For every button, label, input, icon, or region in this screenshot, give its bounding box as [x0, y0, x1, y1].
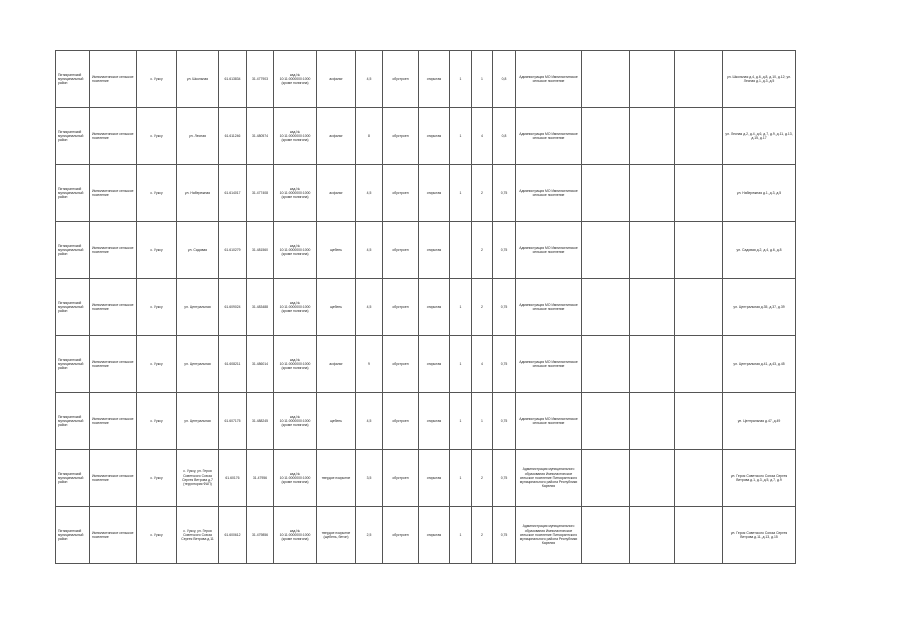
street-cell: ул. Центральная	[177, 279, 219, 336]
waste-sites-table	[55, 50, 796, 564]
locality-cell: с. Ууксу	[137, 393, 177, 450]
district-cell: Питкярантский муниципальный район	[56, 336, 90, 393]
empty-cell	[675, 507, 723, 564]
volume-cell: 0,75	[493, 336, 516, 393]
served-addresses-cell: ул. Набережная д.1, д.3, д.5	[723, 165, 796, 222]
surface-cell: асфальт	[317, 165, 356, 222]
containers-b-cell: 2	[472, 450, 493, 507]
table-row	[56, 279, 796, 336]
containers-b-cell: 2	[472, 279, 493, 336]
longitude-cell: 31.481560	[247, 222, 274, 279]
street-cell: ул. Школьная	[177, 51, 219, 108]
surface-cell: щебень	[317, 279, 356, 336]
latitude-cell: 61.60176	[219, 450, 247, 507]
latitude-cell: 61.610279	[219, 222, 247, 279]
empty-cell	[582, 165, 630, 222]
containers-b-cell: 2	[472, 165, 493, 222]
empty-cell	[630, 165, 675, 222]
surface-cell: асфальт	[317, 51, 356, 108]
empty-cell	[582, 279, 630, 336]
longitude-cell: 31.488245	[247, 393, 274, 450]
area-cell: 9	[356, 336, 383, 393]
empty-cell	[630, 222, 675, 279]
fencing-cell: обустроен	[383, 51, 419, 108]
surface-cell: твердое покрытие (щебень, бетон)	[317, 507, 356, 564]
containers-a-cell: 1	[450, 393, 472, 450]
volume-cell: 0,8	[493, 51, 516, 108]
cadastral-cell: кад.№ 10:11:0000000:1000 (кроме полигона)	[274, 165, 317, 222]
owner-cell: Администрация МО Импилахтинское сельское поселение	[516, 108, 582, 165]
table-row	[56, 165, 796, 222]
containers-a-cell: 1	[450, 450, 472, 507]
empty-cell	[630, 336, 675, 393]
owner-cell: Администрация МО Импилахтинское сельское поселение	[516, 279, 582, 336]
street-cell: ул. Центральная	[177, 393, 219, 450]
containers-a-cell: 1	[450, 108, 472, 165]
empty-cell	[630, 51, 675, 108]
empty-cell	[675, 108, 723, 165]
surface-cell: асфальт	[317, 108, 356, 165]
owner-cell: Администрация МО Импилахтинское сельское поселение	[516, 336, 582, 393]
surface-cell: асфальт	[317, 336, 356, 393]
containers-b-cell: 1	[472, 393, 493, 450]
empty-cell	[675, 222, 723, 279]
empty-cell	[582, 507, 630, 564]
type-cell: открытая	[419, 450, 450, 507]
fencing-cell: обустроен	[383, 165, 419, 222]
containers-b-cell: 4	[472, 336, 493, 393]
containers-b-cell: 2	[472, 507, 493, 564]
settlement-cell: Импилахтинское сельское поселение	[90, 165, 137, 222]
area-cell: 4,5	[356, 51, 383, 108]
empty-cell	[582, 336, 630, 393]
district-cell: Питкярантский муниципальный район	[56, 222, 90, 279]
latitude-cell: 61.600612	[219, 507, 247, 564]
area-cell: 4,5	[356, 279, 383, 336]
fencing-cell: обустроен	[383, 336, 419, 393]
empty-cell	[582, 108, 630, 165]
district-cell: Питкярантский муниципальный район	[56, 279, 90, 336]
street-cell: с. Ууксу, ул. Героя Советского Союза Сергея Ветрова д.7 (территория ФАП)	[177, 450, 219, 507]
containers-b-cell: 1	[472, 51, 493, 108]
settlement-cell: Импилахтинское сельское поселение	[90, 51, 137, 108]
volume-cell: 0,75	[493, 279, 516, 336]
area-cell: 4,5	[356, 222, 383, 279]
latitude-cell: 61.608211	[219, 336, 247, 393]
served-addresses-cell: ул. Лесная д.2, д.4, д.6, д.7, д.9, д.11, д.13, д.15, д.17	[723, 108, 796, 165]
area-cell: 3,5	[356, 450, 383, 507]
served-addresses-cell: ул. Садовая д.2, д.4, д.6, д.8	[723, 222, 796, 279]
locality-cell: с. Ууксу	[137, 336, 177, 393]
owner-cell: Администрация МО Импилахтинское сельское поселение	[516, 222, 582, 279]
cadastral-cell: кад.№ 10:11:0000000:1000 (кроме полигона)	[274, 450, 317, 507]
latitude-cell: 61.607175	[219, 393, 247, 450]
owner-cell: Администрация МО Импилахтинское сельское поселение	[516, 165, 582, 222]
empty-cell	[582, 393, 630, 450]
district-cell: Питкярантский муниципальный район	[56, 165, 90, 222]
empty-cell	[630, 108, 675, 165]
street-cell: ул. Набережная	[177, 165, 219, 222]
longitude-cell: 31.47956	[247, 450, 274, 507]
district-cell: Питкярантский муниципальный район	[56, 51, 90, 108]
settlement-cell: Импилахтинское сельское поселение	[90, 507, 137, 564]
area-cell: 4,5	[356, 165, 383, 222]
empty-cell	[675, 279, 723, 336]
registry-sheet	[55, 50, 793, 566]
area-cell: 4,5	[356, 393, 383, 450]
settlement-cell: Импилахтинское сельское поселение	[90, 108, 137, 165]
empty-cell	[675, 165, 723, 222]
district-cell: Питкярантский муниципальный район	[56, 393, 90, 450]
type-cell: открытая	[419, 165, 450, 222]
table-row	[56, 507, 796, 564]
locality-cell: с. Ууксу	[137, 108, 177, 165]
street-cell: ул. Лесная	[177, 108, 219, 165]
type-cell: открытая	[419, 279, 450, 336]
latitude-cell: 61.613834	[219, 51, 247, 108]
volume-cell: 0,75	[493, 393, 516, 450]
longitude-cell: 31.480574	[247, 108, 274, 165]
volume-cell: 0,75	[493, 450, 516, 507]
street-cell: ул. Центральная	[177, 336, 219, 393]
surface-cell: твердое покрытие	[317, 450, 356, 507]
surface-cell: щебень	[317, 222, 356, 279]
volume-cell: 0,75	[493, 165, 516, 222]
empty-cell	[630, 450, 675, 507]
settlement-cell: Импилахтинское сельское поселение	[90, 336, 137, 393]
volume-cell: 0,75	[493, 222, 516, 279]
containers-a-cell: 1	[450, 165, 472, 222]
locality-cell: с. Ууксу	[137, 279, 177, 336]
longitude-cell: 31.483488	[247, 279, 274, 336]
containers-a-cell: 1	[450, 507, 472, 564]
containers-a-cell: 1	[450, 51, 472, 108]
district-cell: Питкярантский муниципальный район	[56, 507, 90, 564]
longitude-cell: 31.479856	[247, 507, 274, 564]
settlement-cell: Импилахтинское сельское поселение	[90, 393, 137, 450]
containers-a-cell: 1	[450, 279, 472, 336]
cadastral-cell: кад.№ 10:11:0000000:1000 (кроме полигона)	[274, 279, 317, 336]
fencing-cell: обустроен	[383, 450, 419, 507]
volume-cell: 0,8	[493, 108, 516, 165]
type-cell: открытая	[419, 222, 450, 279]
table-row	[56, 108, 796, 165]
fencing-cell: обустроен	[383, 393, 419, 450]
cadastral-cell: кад.№ 10:11:0000000:1000 (кроме полигона)	[274, 108, 317, 165]
containers-b-cell: 2	[472, 222, 493, 279]
type-cell: открытая	[419, 336, 450, 393]
containers-a-cell	[450, 222, 472, 279]
locality-cell: с. Ууксу	[137, 450, 177, 507]
longitude-cell: 31.477903	[247, 51, 274, 108]
served-addresses-cell: ул. Центральная д.35, д.37, д.39	[723, 279, 796, 336]
fencing-cell: обустроен	[383, 279, 419, 336]
table-row	[56, 393, 796, 450]
type-cell: открытая	[419, 393, 450, 450]
locality-cell: с. Ууксу	[137, 507, 177, 564]
street-cell: с. Ууксу, ул. Героя Советского Союза Сергея Ветрова д.11	[177, 507, 219, 564]
served-addresses-cell: ул. Героя Советского Союза Сергея Ветрова д.1, д.3, д.5, д.7, д.9	[723, 450, 796, 507]
empty-cell	[582, 222, 630, 279]
locality-cell: с. Ууксу	[137, 165, 177, 222]
longitude-cell: 31.477408	[247, 165, 274, 222]
cadastral-cell: кад.№ 10:11:0000000:1000 (кроме полигона)	[274, 336, 317, 393]
cadastral-cell: кад.№ 10:11:0000000:1000 (кроме полигона)	[274, 51, 317, 108]
surface-cell: щебень	[317, 393, 356, 450]
table-row	[56, 336, 796, 393]
settlement-cell: Импилахтинское сельское поселение	[90, 279, 137, 336]
district-cell: Питкярантский муниципальный район	[56, 450, 90, 507]
type-cell: открытая	[419, 108, 450, 165]
empty-cell	[630, 279, 675, 336]
settlement-cell: Импилахтинское сельское поселение	[90, 222, 137, 279]
district-cell: Питкярантский муниципальный район	[56, 108, 90, 165]
empty-cell	[630, 393, 675, 450]
fencing-cell: обустроен	[383, 222, 419, 279]
served-addresses-cell: ул. Героя Советского Союза Сергея Ветрова д.11, д.13, д.15	[723, 507, 796, 564]
cadastral-cell: кад.№ 10:11:0000000:1000 (кроме полигона)	[274, 393, 317, 450]
cadastral-cell: кад.№ 10:11:0000000:1000 (кроме полигона)	[274, 222, 317, 279]
owner-cell: Администрация муниципального образования Импилахтинское сельское поселение Питкярантского муниципального района Республики Карелия	[516, 450, 582, 507]
volume-cell: 0,75	[493, 507, 516, 564]
served-addresses-cell: ул. Центральная д.41, д.43, д.45	[723, 336, 796, 393]
table-row	[56, 450, 796, 507]
empty-cell	[675, 393, 723, 450]
longitude-cell: 31.486014	[247, 336, 274, 393]
area-cell: 2,5	[356, 507, 383, 564]
containers-a-cell: 1	[450, 336, 472, 393]
street-cell: ул. Садовая	[177, 222, 219, 279]
owner-cell: Администрация муниципального образования Импилахтинское сельское поселение Питкярантского муниципального района Республики Карелия	[516, 507, 582, 564]
empty-cell	[675, 450, 723, 507]
served-addresses-cell: ул. Центральная д.47, д.49	[723, 393, 796, 450]
locality-cell: с. Ууксу	[137, 222, 177, 279]
owner-cell: Администрация МО Импилахтинское сельское поселение	[516, 393, 582, 450]
settlement-cell: Импилахтинское сельское поселение	[90, 450, 137, 507]
latitude-cell: 61.609024	[219, 279, 247, 336]
table-row	[56, 222, 796, 279]
owner-cell: Администрация МО Импилахтинское сельское поселение	[516, 51, 582, 108]
area-cell: 8	[356, 108, 383, 165]
containers-b-cell: 4	[472, 108, 493, 165]
type-cell: открытая	[419, 507, 450, 564]
served-addresses-cell: ул. Школьная д.4, д.6, д.8, д.10, д.12; ул. Лесная д.1, д.3, д.5	[723, 51, 796, 108]
empty-cell	[582, 450, 630, 507]
locality-cell: с. Ууксу	[137, 51, 177, 108]
type-cell: открытая	[419, 51, 450, 108]
empty-cell	[630, 507, 675, 564]
latitude-cell: 61.614017	[219, 165, 247, 222]
latitude-cell: 61.611246	[219, 108, 247, 165]
empty-cell	[675, 51, 723, 108]
fencing-cell: обустроен	[383, 108, 419, 165]
table-row	[56, 51, 796, 108]
fencing-cell: обустроен	[383, 507, 419, 564]
empty-cell	[675, 336, 723, 393]
table-body	[56, 51, 796, 564]
empty-cell	[582, 51, 630, 108]
cadastral-cell: кад.№ 10:11:0000000:1000 (кроме полигона)	[274, 507, 317, 564]
